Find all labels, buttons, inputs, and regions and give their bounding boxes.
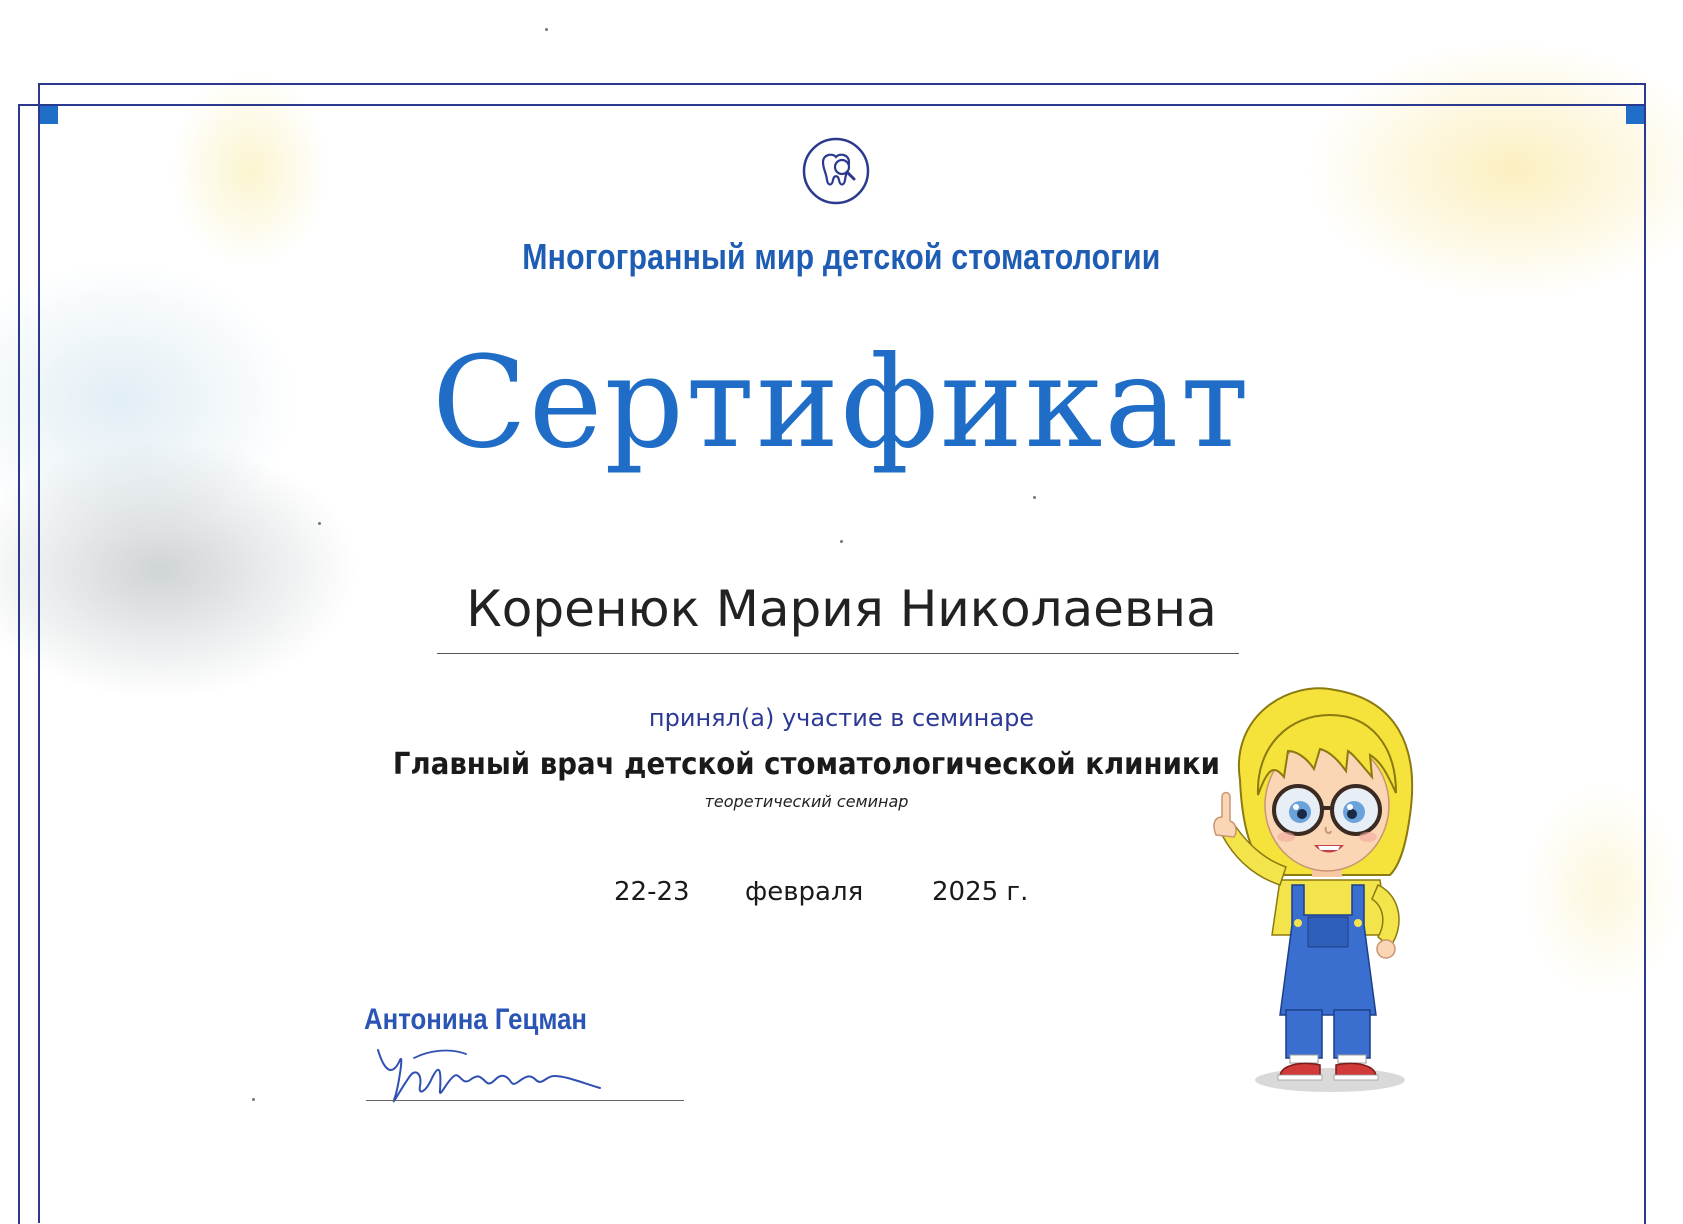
recipient-name: Коренюк Мария Николаевна — [466, 580, 1217, 638]
signature-line — [366, 1100, 684, 1101]
certificate-heading: Сертификат — [431, 329, 1252, 476]
date-month: февраля — [745, 877, 864, 907]
tooth-magnifier-icon — [801, 136, 871, 206]
frame-corner-square — [40, 106, 58, 124]
seminar-format: теоретический семинар — [704, 792, 909, 811]
course-title: Многогранный мир детской стоматологии — [522, 236, 1161, 277]
frame-corner-square — [1626, 106, 1644, 124]
scan-speck — [545, 28, 548, 31]
name-underline — [437, 653, 1239, 654]
handwritten-signature — [370, 1030, 650, 1110]
date-days: 22-23 — [614, 877, 690, 907]
scan-speck — [1033, 496, 1036, 499]
scan-speck — [318, 522, 321, 525]
signer-name: Антонина Гецман — [364, 1003, 588, 1036]
child-mascot-illustration — [1210, 685, 1440, 1095]
date-year: 2025 г. — [932, 877, 1029, 907]
scan-speck — [840, 540, 843, 543]
scan-speck — [252, 1098, 255, 1101]
seminar-title: Главный врач детской стоматологической клиники — [392, 747, 1221, 782]
participation-text: принял(а) участие в семинаре — [648, 704, 1035, 732]
